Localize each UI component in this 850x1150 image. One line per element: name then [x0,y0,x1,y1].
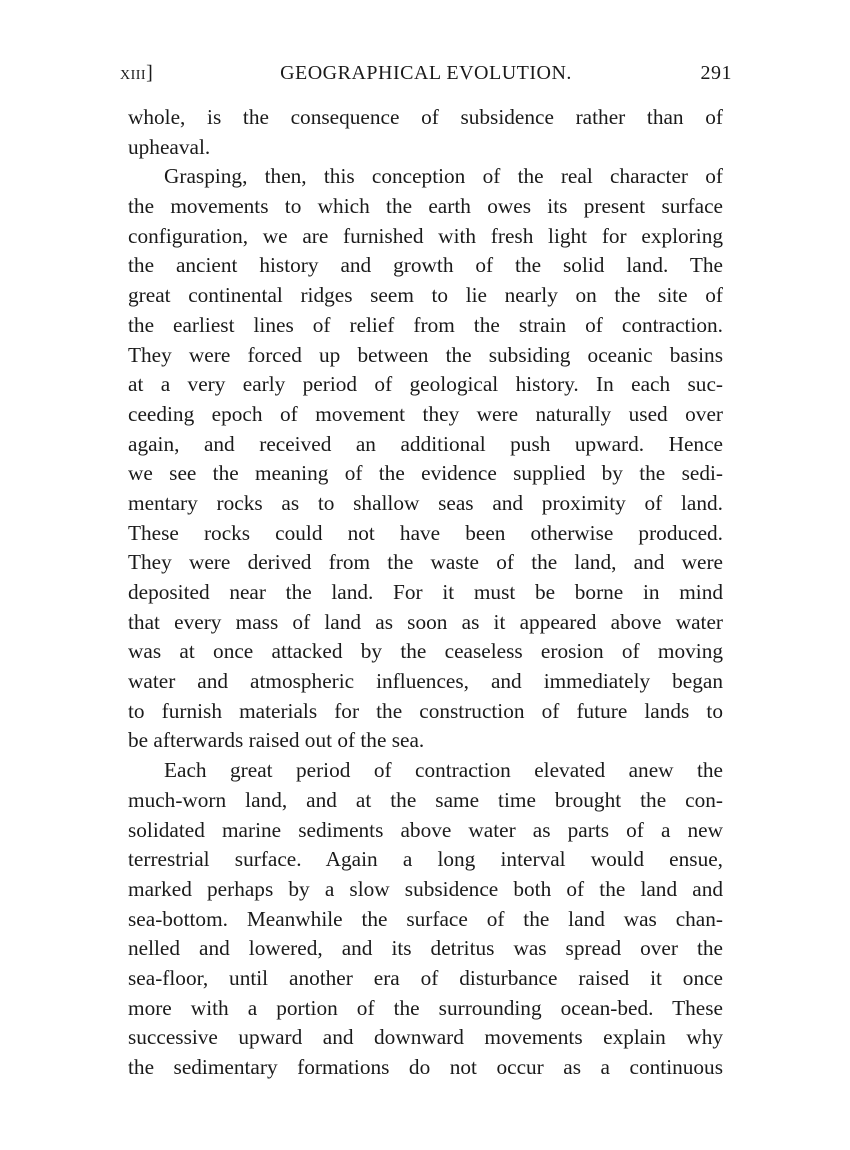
paragraph [128,756,723,1083]
text-line: great continental ridges seem to lie nearly on the site of [128,283,723,308]
text-line: much-worn land, and at the same time brought the con- [128,787,723,812]
text-line: the movements to which the earth owes its present surface [128,194,723,219]
text-line: These rocks could not have been otherwise produced. [128,520,723,545]
text-line: nelled and lowered, and its detritus was spread over the [128,936,723,961]
text-line: mentary rocks as to shallow seas and proximity of land. [128,490,723,515]
text-line: ceeding epoch of movement they were naturally used over [128,401,723,426]
running-title: GEOGRAPHICAL EVOLUTION. [280,62,572,84]
body-text [128,103,723,1083]
text-line: the earliest lines of relief from the strain of contraction. [128,312,723,337]
paragraph [128,162,723,756]
text-line: that every mass of land as soon as it appeared above water [128,609,723,634]
text-line: deposited near the land. For it must be borne in mind [128,580,723,604]
text-line: upheaval. [128,134,211,159]
text-line: marked perhaps by a slow subsidence both of the land and [128,876,723,901]
text-line: at a very early period of geological history. In each suc- [128,372,723,397]
text-line: whole, is the consequence of subsidence rather than of [128,105,723,129]
text-line: we see the meaning of the evidence supplied by the sedi- [128,461,723,486]
text-line: They were forced up between the subsiding oceanic basins [128,342,723,367]
text-line: They were derived from the waste of the land, and were [128,550,723,575]
chapter-number: xiii] [120,62,154,84]
text-line: again, and received an additional push upward. Hence [128,431,723,456]
text-line: Each great period of contraction elevated anew the [164,758,723,783]
text-line: was at once attacked by the ceaseless erosion of moving [128,639,723,664]
text-line: water and atmospheric influences, and immediately began [128,669,723,694]
text-line: the sedimentary formations do not occur as a continuous [128,1055,723,1079]
paragraph [128,103,723,162]
text-line: solidated marine sediments above water as parts of a new [128,817,723,842]
text-line: the ancient history and growth of the solid land. The [128,253,723,278]
text-line: to furnish materials for the construction of future lands to [128,698,723,723]
text-line: terrestrial surface. Again a long interval would ensue, [128,847,723,872]
text-line: successive upward and downward movements explain why [128,1025,723,1050]
text-line: sea-bottom. Meanwhile the surface of the land was chan- [128,906,723,931]
text-line: sea-floor, until another era of disturbance raised it once [128,965,723,990]
text-line: be afterwards raised out of the sea. [128,728,425,753]
text-line: configuration, we are furnished with fresh light for exploring [128,223,723,248]
page-number: 291 [700,62,732,84]
text-line: more with a portion of the surrounding ocean-bed. These [128,995,723,1020]
running-header [120,62,732,92]
text-line: Grasping, then, this conception of the real character of [164,164,723,189]
